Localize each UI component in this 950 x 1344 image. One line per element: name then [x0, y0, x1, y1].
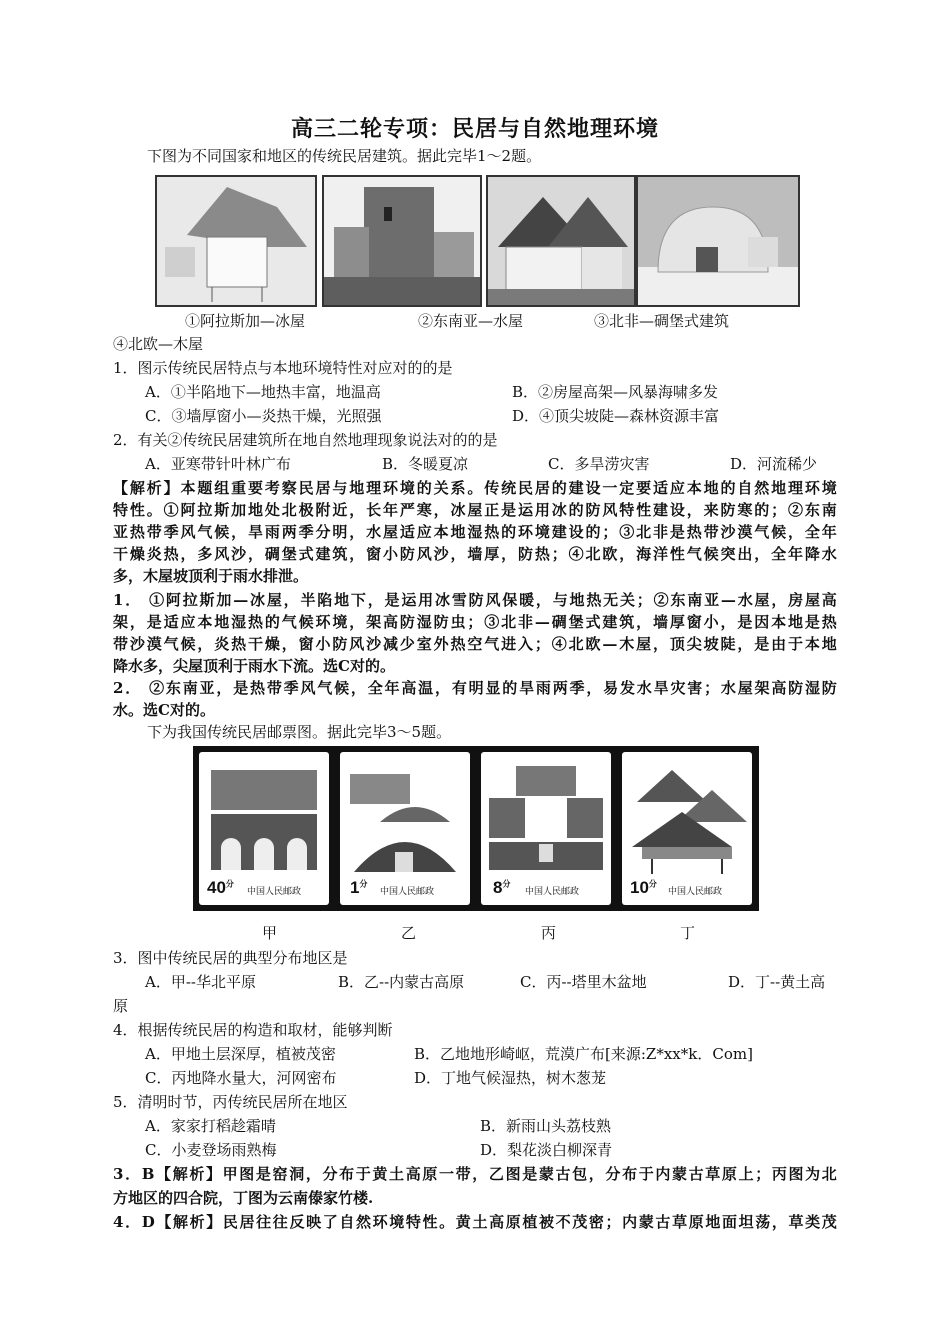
- photo-water-house-southeast-asia: [322, 175, 482, 307]
- question-4-option-a: A．甲地土层深厚，植被茂密: [145, 1045, 336, 1063]
- stamp-jia: [199, 752, 329, 905]
- stamp-ding: [622, 752, 752, 905]
- question-3-option-d-cont: 原: [113, 997, 129, 1015]
- question-1-option-a: A．①半陷地下—地热丰富，地温高: [145, 383, 381, 401]
- question-3-stem: 3．图中传统民居的典型分布地区是: [113, 949, 348, 967]
- analysis-line: 【解析】本题组重要考察民居与地理环境的关系。传统民居的建设一定要适应本地的自然地理环境: [113, 479, 837, 497]
- question-2-stem: 2．有关②传统民居建筑所在地自然地理现象说法对的的是: [113, 431, 498, 449]
- analysis-line: 干燥炎热，多风沙，碉堡式建筑，窗小防风沙，墙厚，防热；④北欧，海洋性气候突出，全年降水: [113, 545, 837, 563]
- photo-fortress-north-africa: [486, 175, 636, 307]
- page-title: 高三二轮专项：民居与自然地理环境: [290, 116, 659, 142]
- question-5-option-b: B．新雨山头荔枝熟: [480, 1117, 612, 1135]
- analysis-q2-line: 水。选C对的。: [113, 701, 215, 719]
- analysis-line: 特性。①阿拉斯加地处北极附近，长年严寒，冰屋正是运用冰的防风特性建设，来防寒的；②东南: [113, 501, 837, 519]
- stamp-ding-value: $10^分$: [630, 878, 657, 897]
- answer-3-line: 方地区的四合院，丁图为云南傣家竹楼.: [113, 1189, 374, 1207]
- question-5-option-a: A．家家打稻趁霜晴: [145, 1117, 276, 1135]
- analysis-q1-line: 带沙漠气候，炎热干燥，窗小防风沙减少室外热空气进入；④北欧—木屋，顶尖坡陡，是由于本地: [113, 635, 837, 653]
- analysis-q1-line: 降水多，尖屋顶利于雨水下流。选C对的。: [113, 657, 395, 675]
- question-3-option-c: C．丙--塔里木盆地: [520, 973, 647, 991]
- photo-igloo-alaska: [155, 175, 317, 307]
- stamp-label-bing: 丙: [541, 924, 557, 942]
- stamp-jia-issuer: 中国人民邮政: [247, 886, 302, 896]
- stamp-yi-value: $1^分$: [350, 878, 368, 897]
- stamp-bing: [481, 752, 611, 905]
- question-1-stem: 1．图示传统民居特点与本地环境特性对应对的的是: [113, 359, 453, 377]
- question-1-option-d: D．④顶尖坡陡—森林资源丰富: [512, 407, 720, 425]
- question-3-option-b: B．乙--内蒙古高原: [338, 973, 465, 991]
- analysis-line: 多，木屋坡顶利于雨水排泄。: [113, 567, 309, 585]
- question-2-option-b: B．冬暖夏凉: [382, 455, 469, 473]
- question-3-option-d: D．丁--黄土高: [728, 973, 826, 991]
- question-1-option-c: C．③墙厚窗小—炎热干燥，光照强: [145, 407, 382, 425]
- intro-text-1: 下图为不同国家和地区的传统民居建筑。据此完毕1～2题。: [147, 147, 542, 165]
- question-4-option-c: C．丙地降水量大，河网密布: [145, 1069, 337, 1087]
- stamp-ding-issuer: 中国人民邮政: [668, 886, 723, 896]
- stamp-label-yi: 乙: [401, 924, 417, 942]
- question-2-option-a: A．亚寒带针叶林广布: [145, 455, 291, 473]
- question-1-option-b: B．②房屋高架—风暴海啸多发: [512, 383, 719, 401]
- answer-4-line: 4．D【解析】民居往往反映了自然环境特性。黄土高原植被不茂密；内蒙古草原地面坦荡，草类茂: [113, 1213, 837, 1231]
- analysis-q1-line: 架，是适应本地湿热的气候环境，架高防湿防虫；③北非—碉堡式建筑，墙厚窗小，是因本地是热: [113, 613, 837, 631]
- analysis-line: 亚热带季风气候，旱雨两季分明，水屋适应本地湿热的环境建设的；③北非是热带沙漠气候，全年: [113, 523, 837, 541]
- question-5-stem: 5．清明时节，丙传统民居所在地区: [113, 1093, 348, 1111]
- question-5-option-d: D．梨花淡白柳深青: [480, 1141, 613, 1159]
- caption-1: ①阿拉斯加—冰屋: [185, 312, 306, 330]
- intro-text-2: 下为我国传统民居邮票图。据此完毕3～5题。: [147, 723, 452, 741]
- answer-3-line: 3．B【解析】甲图是窑洞，分布于黄土高原一带，乙图是蒙古包，分布于内蒙古草原上；丙图为北: [113, 1165, 837, 1183]
- stamp-bing-value: $8^分$: [493, 878, 511, 897]
- question-3-option-a: A．甲--华北平原: [145, 973, 256, 991]
- stamp-yi: [340, 752, 470, 905]
- caption-2: ②东南亚—水屋: [418, 312, 524, 330]
- stamp-jia-value: $40^分$: [207, 878, 234, 897]
- analysis-q1-line: 1． ①阿拉斯加—冰屋，半陷地下，是运用冰雪防风保暖，与地热无关；②东南亚—水屋，房屋高: [113, 591, 837, 609]
- analysis-q2-line: 2． ②东南亚，是热带季风气候，全年高温，有明显的旱雨两季，易发水旱灾害；水屋架高防湿防: [113, 679, 837, 697]
- stamp-bing-issuer: 中国人民邮政: [525, 886, 580, 896]
- caption-3: ③北非—碉堡式建筑: [594, 312, 730, 330]
- stamps-strip: [193, 746, 759, 911]
- caption-4: ④北欧—木屋: [113, 335, 204, 353]
- question-2-option-d: D．河流稀少: [730, 455, 818, 473]
- question-2-option-c: C．多旱涝灾害: [548, 455, 650, 473]
- question-4-stem: 4．根据传统民居的构造和取材，能够判断: [113, 1021, 393, 1039]
- question-5-option-c: C．小麦登场雨熟梅: [145, 1141, 277, 1159]
- question-4-option-d: D．丁地气候湿热，树木葱茏: [414, 1069, 607, 1087]
- stamp-label-ding: 丁: [680, 924, 696, 942]
- question-4-option-b: B．乙地地形崎岖，荒漠广布[来源:Z*xx*k．Com]: [414, 1045, 753, 1063]
- stamp-label-jia: 甲: [262, 924, 278, 942]
- stamp-yi-issuer: 中国人民邮政: [380, 886, 435, 896]
- photo-wooden-house-northern-europe: [636, 175, 800, 307]
